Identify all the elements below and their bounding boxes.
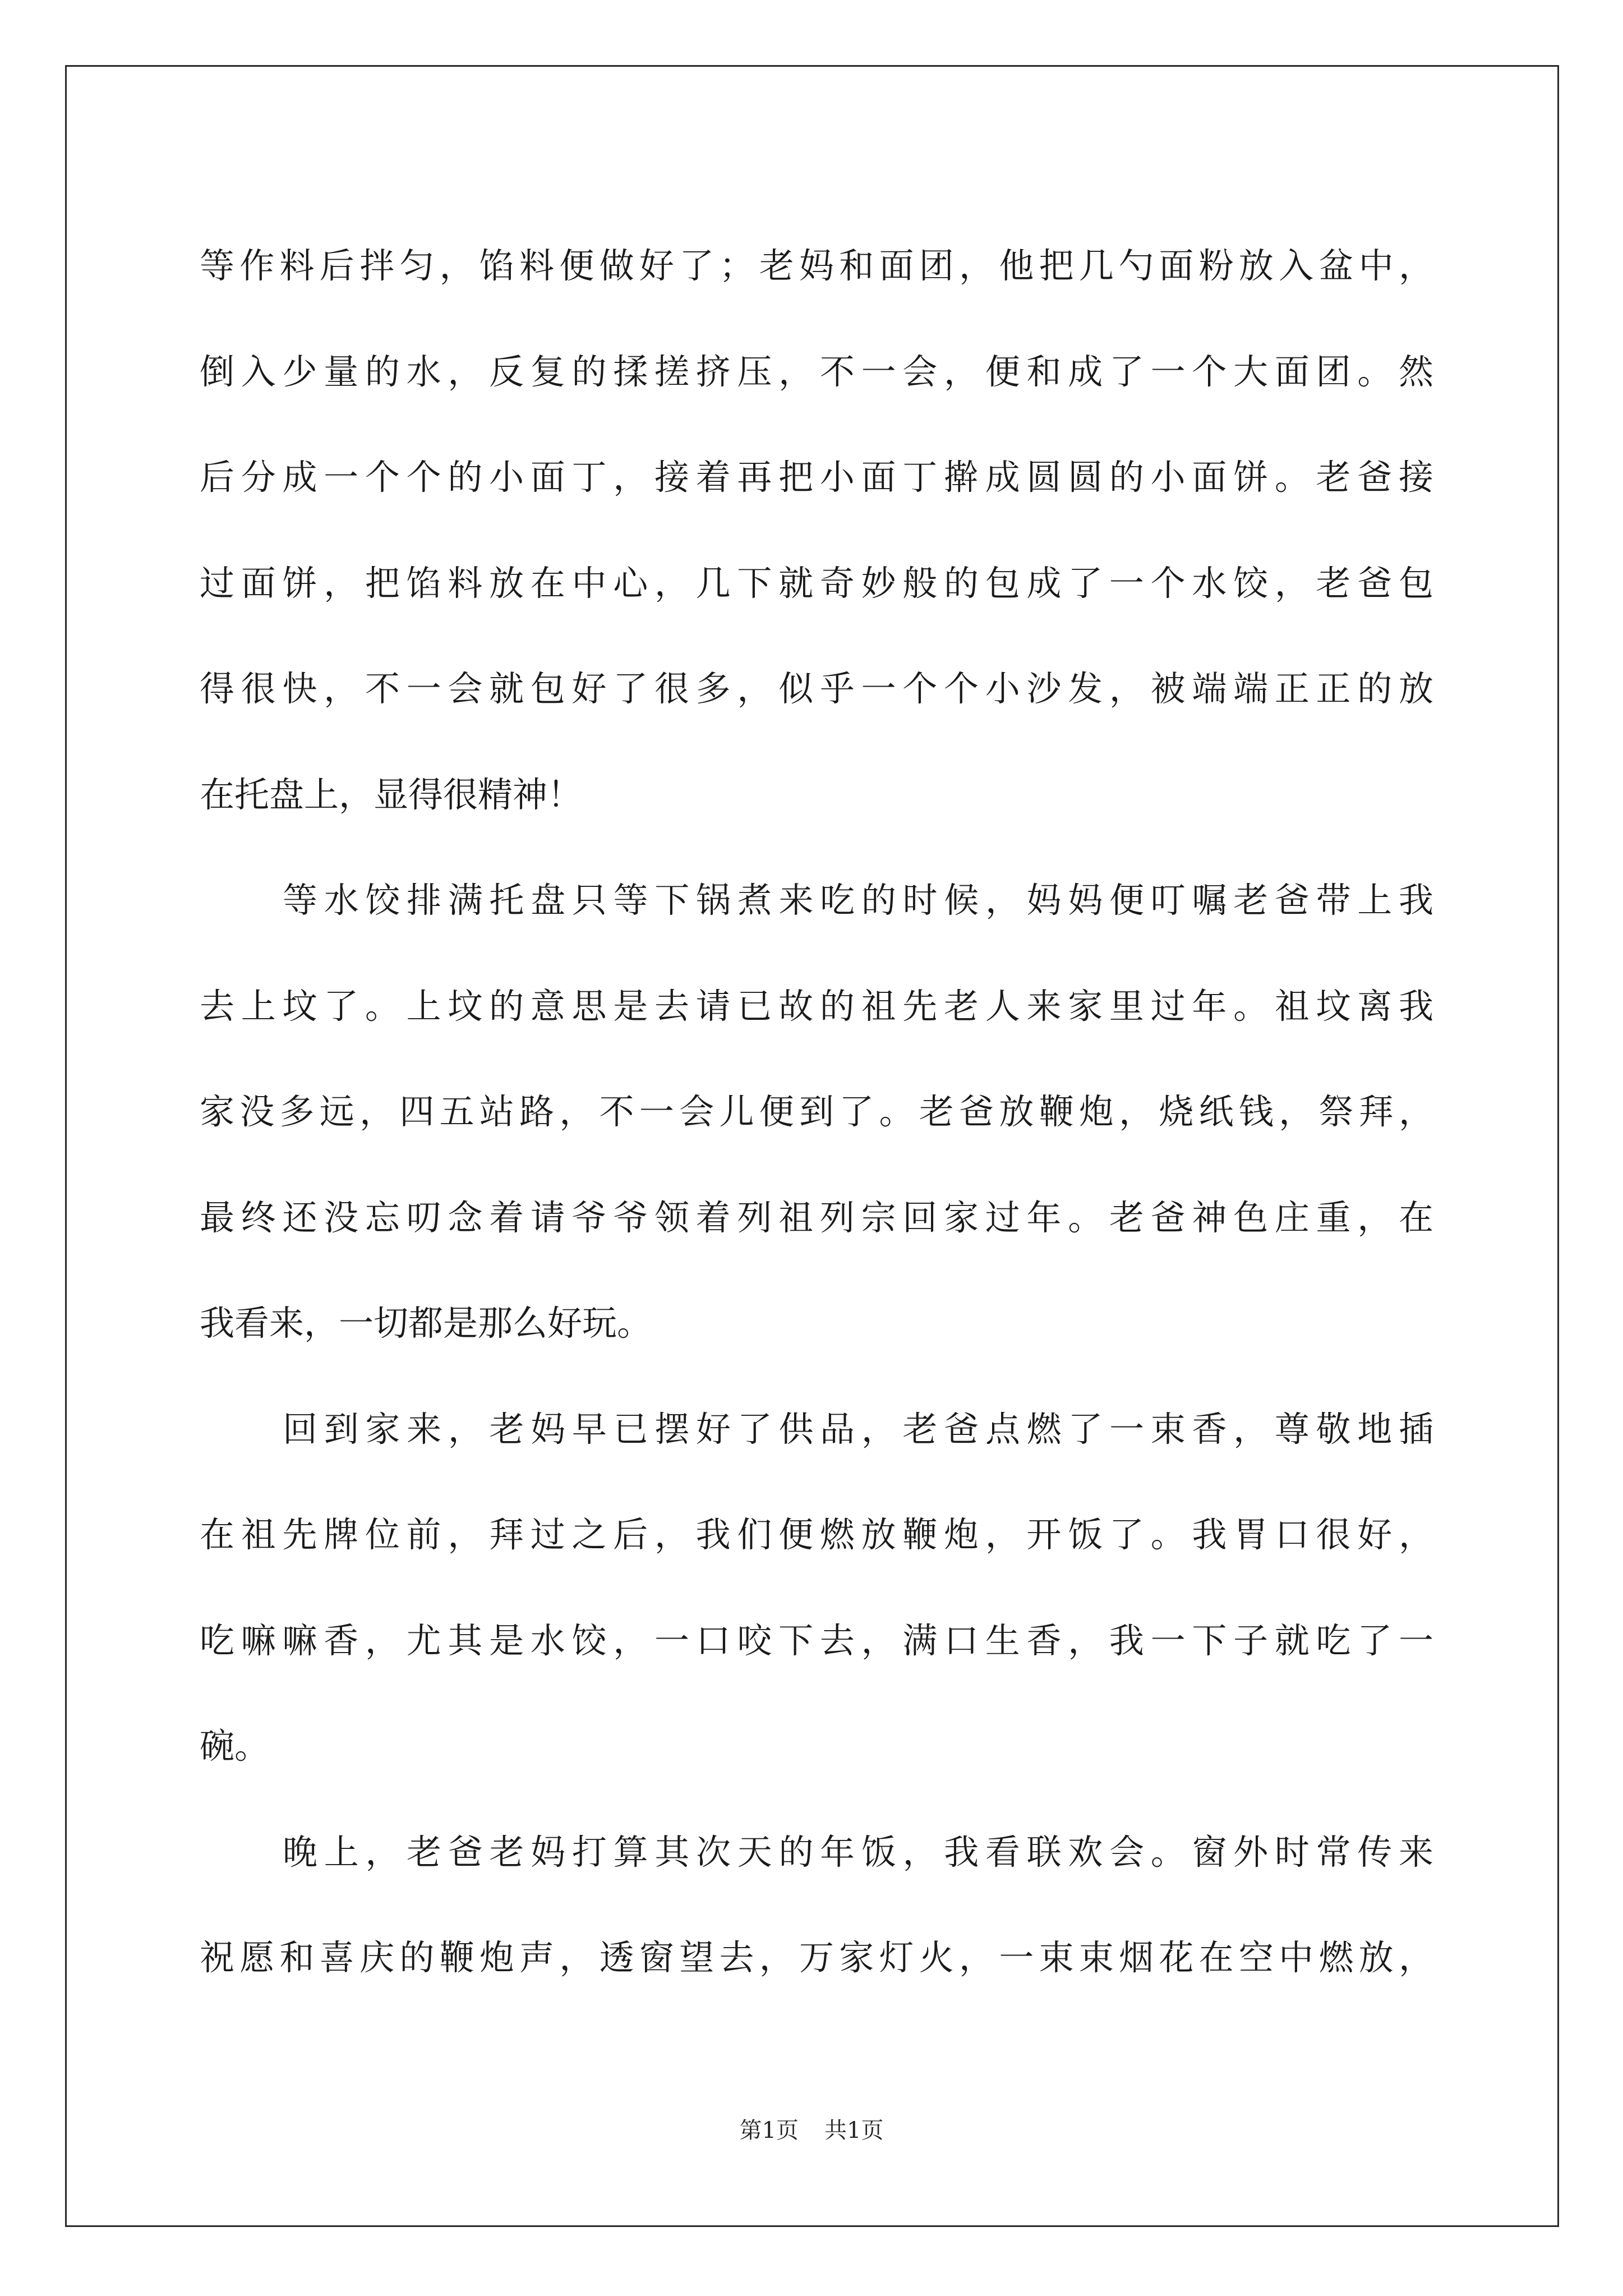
text-line: 去上坟了。上坟的意思是去请已故的祖先老人来家里过年。祖坟离我 (200, 985, 1433, 1027)
text-line: 得很快，不一会就包好了很多，似乎一个个小沙发，被端端正正的放 (200, 668, 1433, 709)
text-line: 在托盘上，显得很精神！ (200, 774, 583, 815)
text-line: 最终还没忘叨念着请爷爷领着列祖列宗回家过年。老爸神色庄重，在 (200, 1197, 1433, 1238)
text-line: 过面饼，把馅料放在中心，几下就奇妙般的包成了一个水饺，老爸包 (200, 562, 1433, 604)
text-line: 吃嘛嘛香，尤其是水饺，一口咬下去，满口生香，我一下子就吃了一 (200, 1619, 1433, 1661)
page-number-current: 第1页 (739, 2118, 799, 2143)
text-line: 倒入少量的水，反复的揉搓挤压，不一会，便和成了一个大面团。然 (200, 351, 1433, 392)
text-line: 后分成一个个的小面丁，接着再把小面丁擀成圆圆的小面饼。老爸接 (200, 457, 1433, 498)
text-line-indent: 晚上，老爸老妈打算其次天的年饭，我看联欢会。窗外时常传来 (283, 1831, 1433, 1872)
text-line: 等作料后拌匀，馅料便做好了；老妈和面团，他把几勺面粉放入盆中， (200, 245, 1433, 286)
text-line-indent: 回到家来，老妈早已摆好了供品，老爸点燃了一束香，尊敬地插 (283, 1408, 1433, 1450)
text-line: 碗。 (200, 1726, 270, 1766)
text-line: 家没多远，四五站路，不一会儿便到了。老爸放鞭炮，烧纸钱，祭拜， (200, 1091, 1433, 1132)
page-number-total: 共1页 (824, 2118, 884, 2143)
text-line: 祝愿和喜庆的鞭炮声，透窗望去，万家灯火，一束束烟花在空中燃放， (200, 1937, 1433, 1978)
text-line: 我看来，一切都是那么好玩。 (200, 1303, 652, 1343)
text-line-indent: 等水饺排满托盘只等下锅煮来吃的时候，妈妈便叮嘱老爸带上我 (283, 880, 1433, 921)
page-footer (0, 2114, 1623, 2147)
document-body (200, 213, 1433, 2011)
text-line: 在祖先牌位前，拜过之后，我们便燃放鞭炮，开饭了。我胃口很好， (200, 1514, 1433, 1555)
